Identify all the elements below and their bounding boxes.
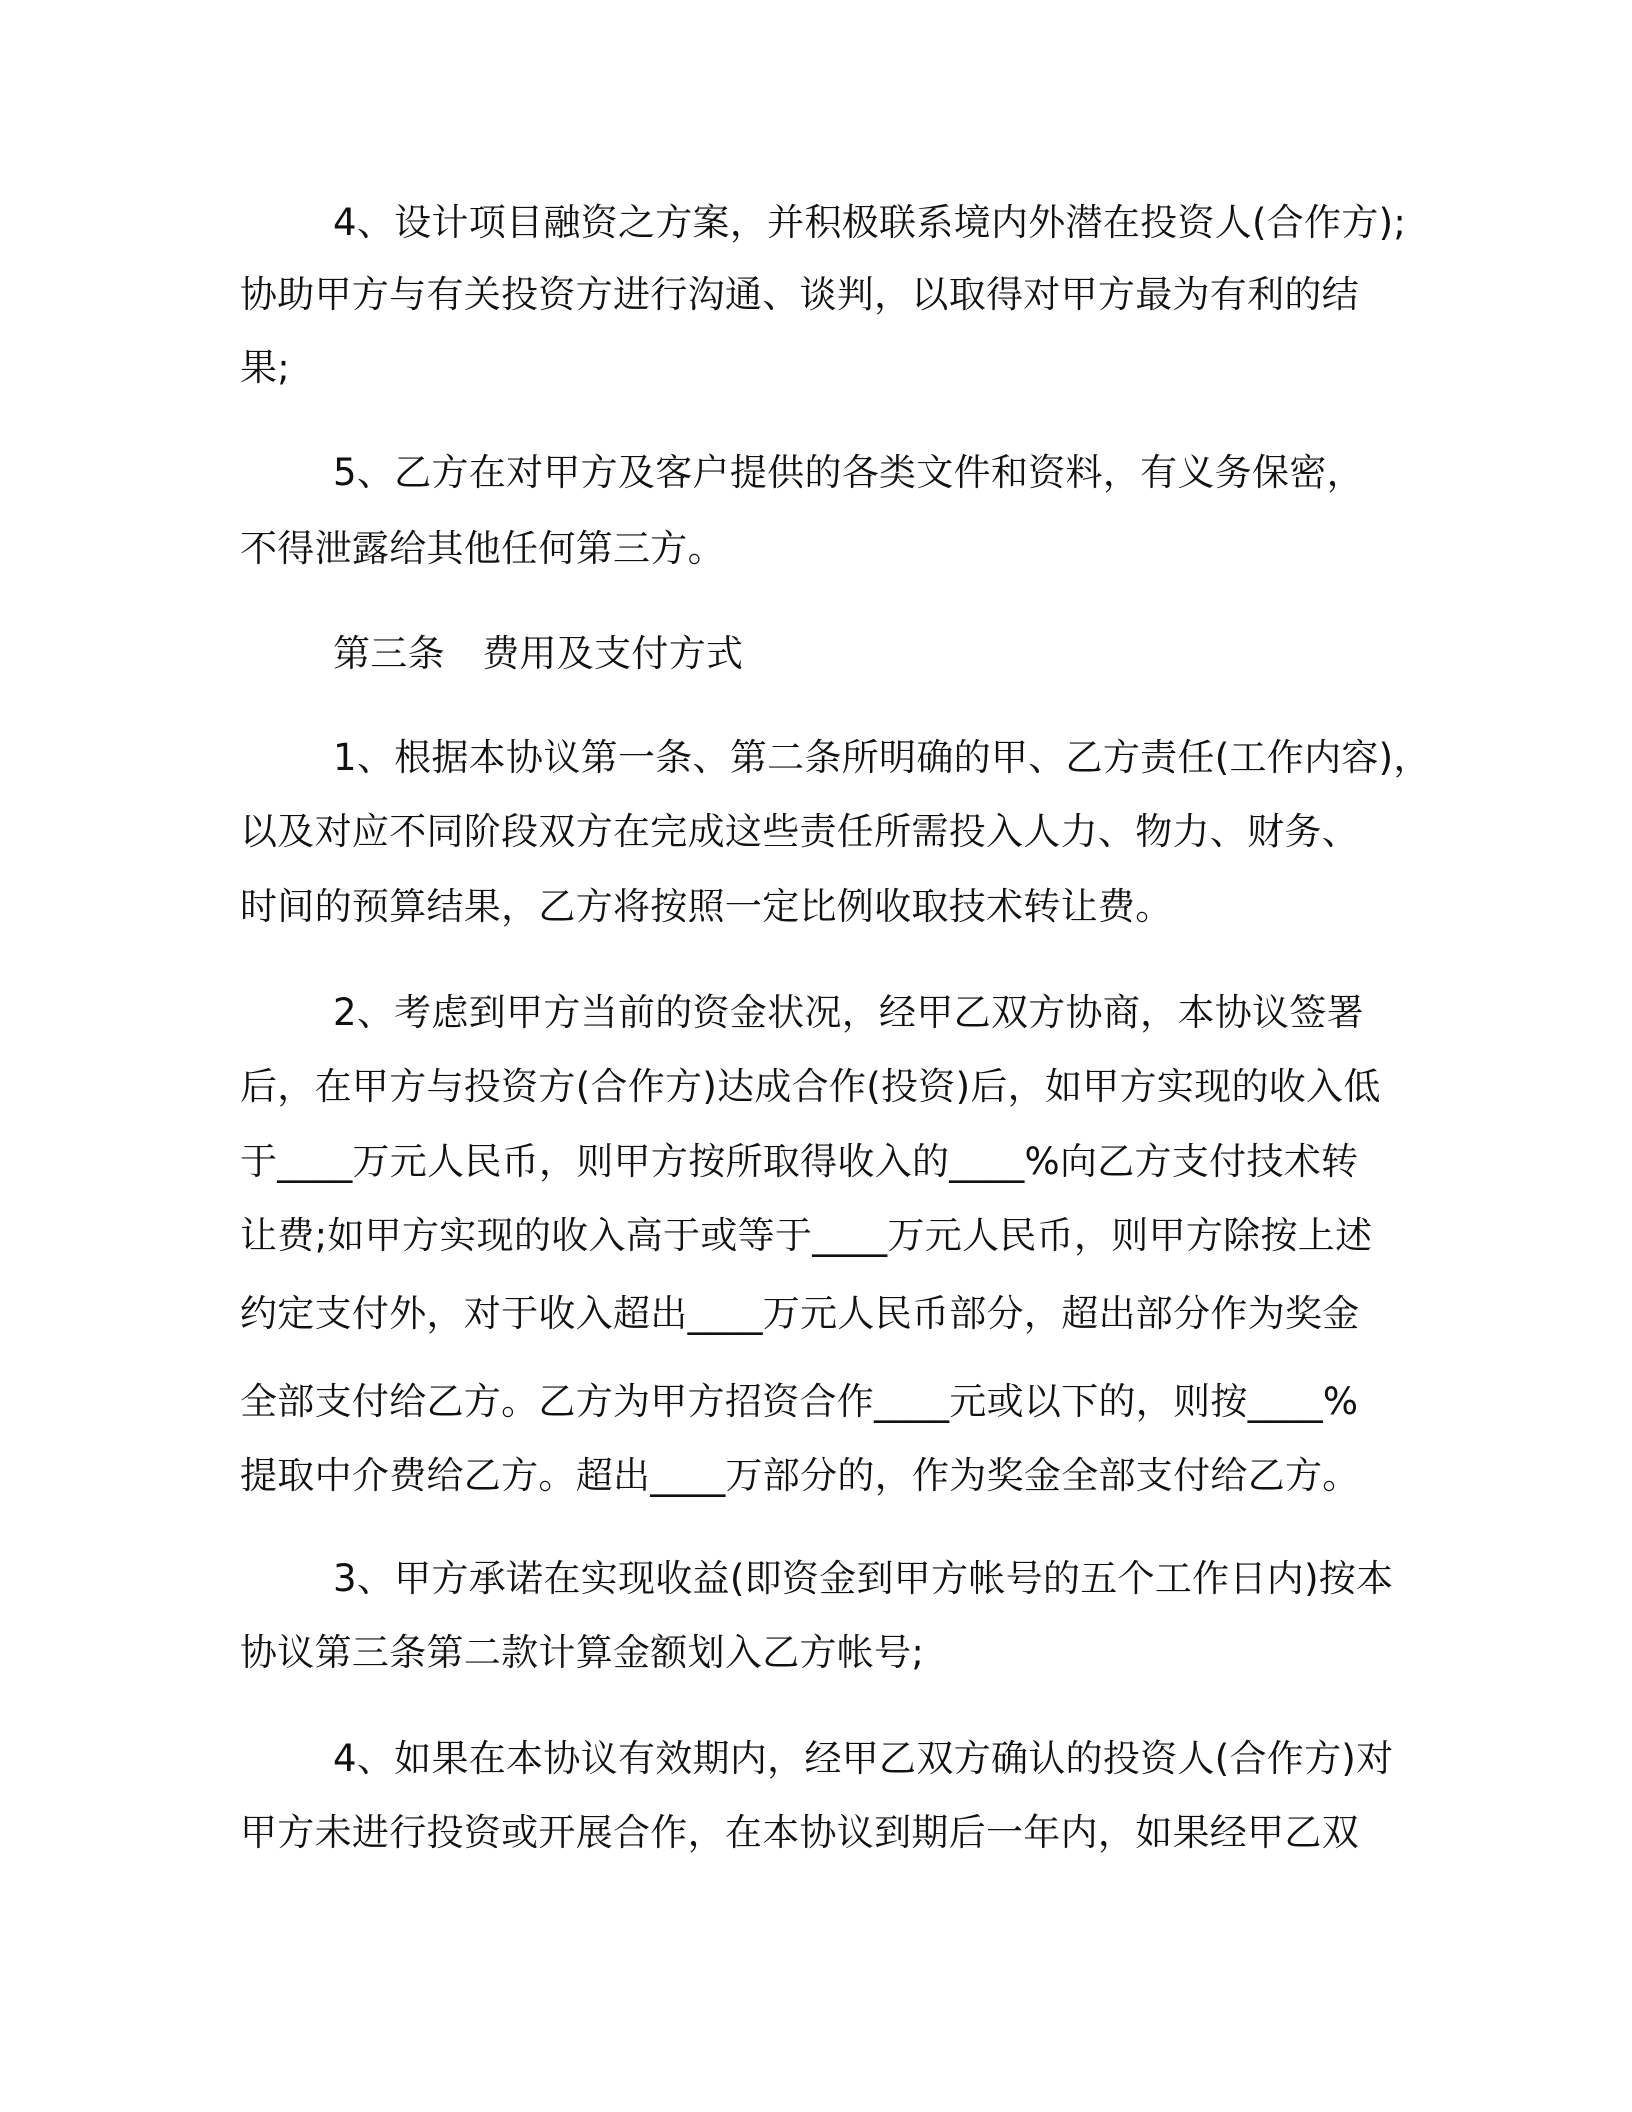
text-line: 提取中介费给乙方。超出____万部分的，作为奖金全部支付给乙方。 [240,1454,1360,1497]
text-line: 不得泄露给其他任何第三方。 [240,527,725,570]
text-line: 于____万元人民币，则甲方按所取得收入的____%向乙方支付技术转 [240,1140,1359,1183]
text-line: 5、乙方在对甲方及客户提供的各类文件和资料，有义务保密， [333,451,1364,494]
text-line: 约定支付外，对于收入超出____万元人民币部分，超出部分作为奖金 [240,1292,1360,1335]
text-line: 后，在甲方与投资方(合作方)达成合作(投资)后，如甲方实现的收入低 [240,1065,1381,1108]
text-line: 时间的预算结果，乙方将按照一定比例收取技术转让费。 [240,885,1173,928]
text-line: 4、如果在本协议有效期内，经甲乙双方确认的投资人(合作方)对 [333,1737,1394,1780]
text-line: 1、根据本协议第一条、第二条所明确的甲、乙方责任(工作内容)， [333,736,1431,779]
text-line: 4、设计项目融资之方案，并积极联系境内外潜在投资人(合作方); [333,201,1407,244]
text-line: 3、甲方承诺在实现收益(即资金到甲方帐号的五个工作日内)按本 [333,1557,1394,1600]
section-heading: 第三条 费用及支付方式 [333,632,744,675]
text-line: 2、考虑到甲方当前的资金状况，经甲乙双方协商，本协议签署 [333,991,1364,1034]
text-line: 全部支付给乙方。乙方为甲方招资合作____元或以下的，则按____% [240,1380,1359,1423]
text-line: 协助甲方与有关投资方进行沟通、谈判，以取得对甲方最为有利的结 [240,273,1359,316]
text-line: 以及对应不同阶段双方在完成这些责任所需投入人力、物力、财务、 [240,810,1359,853]
text-line: 协议第三条第二款计算金额划入乙方帐号; [240,1631,925,1674]
text-line: 果; [240,346,291,389]
text-line: 让费;如甲方实现的收入高于或等于____万元人民币，则甲方除按上述 [240,1214,1373,1257]
text-line: 甲方未进行投资或开展合作，在本协议到期后一年内，如果经甲乙双 [240,1811,1359,1854]
